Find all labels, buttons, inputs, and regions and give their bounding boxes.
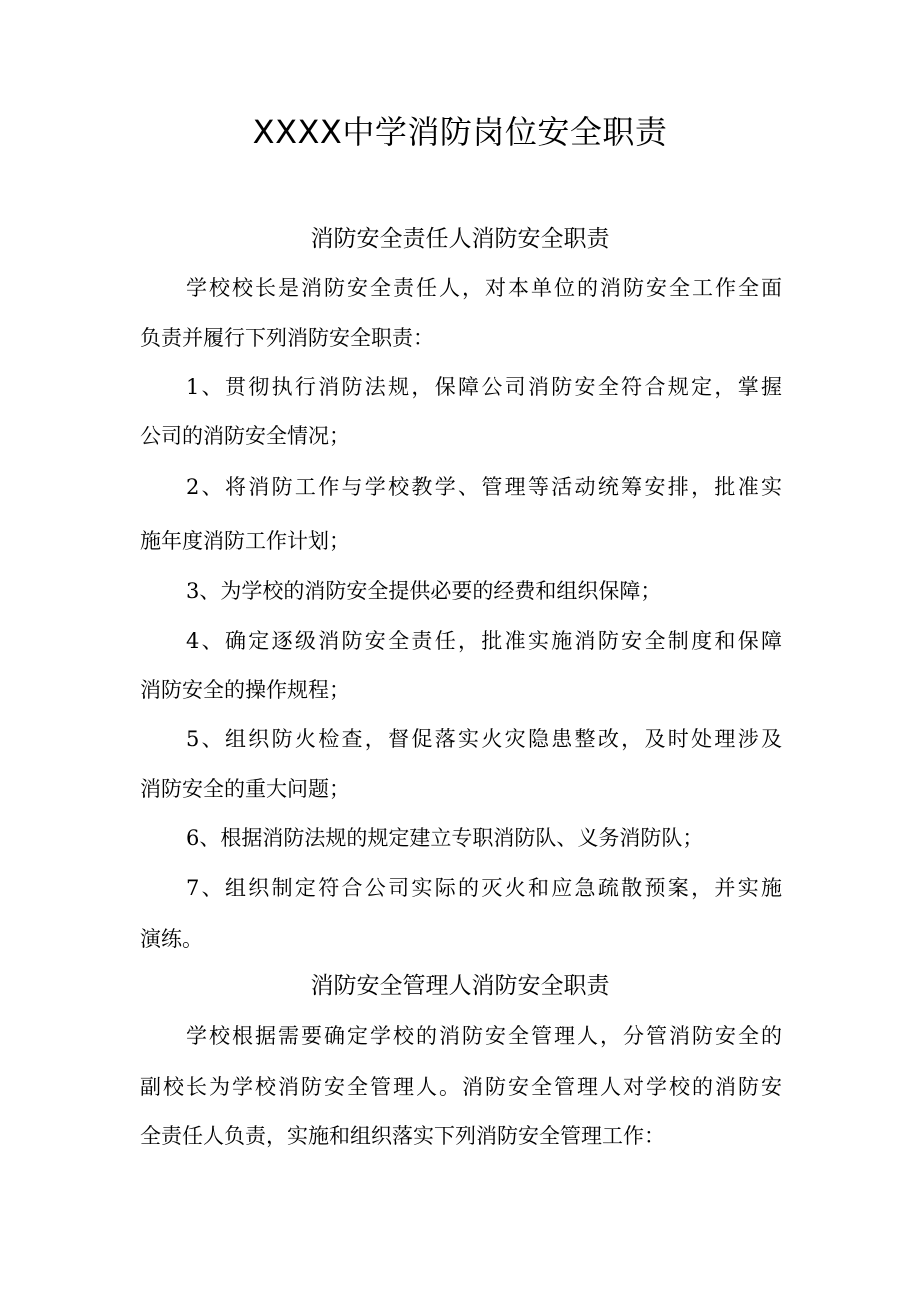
paragraph-line: 消防安全的操作规程；: [140, 678, 350, 702]
paragraph-line: 7、组织制定符合公司实际的灭火和应急疏散预案，并实施: [186, 876, 782, 900]
paragraph-line: 公司的消防安全情况；: [140, 424, 350, 448]
document-title: XXXX中学消防岗位安全职责: [252, 113, 668, 151]
section-heading-responsible-person: 消防安全责任人消防安全职责: [310, 226, 610, 252]
paragraph-line: 5、组织防火检查，督促落实火灾隐患整改，及时处理涉及: [186, 727, 782, 751]
paragraph-line: 消防安全的重大问题；: [140, 777, 350, 801]
paragraph-line: 3、为学校的消防安全提供必要的经费和组织保障；: [186, 579, 662, 603]
paragraph-line: 学校根据需要确定学校的消防安全管理人，分管消防安全的: [186, 1024, 782, 1048]
paragraph-line: 施年度消防工作计划；: [140, 529, 350, 553]
paragraph-line: 全责任人负责，实施和组织落实下列消防安全管理工作：: [140, 1124, 665, 1148]
paragraph-line: 副校长为学校消防安全管理人。消防安全管理人对学校的消防安: [140, 1075, 782, 1099]
section-heading-manager: 消防安全管理人消防安全职责: [310, 973, 610, 999]
paragraph-line: 负责并履行下列消防安全职责：: [140, 326, 434, 350]
paragraph-line: 学校校长是消防安全责任人，对本单位的消防安全工作全面: [186, 276, 782, 300]
paragraph-line: 2、将消防工作与学校教学、管理等活动统筹安排，批准实: [186, 475, 782, 499]
paragraph-line: 1、贯彻执行消防法规，保障公司消防安全符合规定，掌握: [186, 375, 782, 399]
paragraph-line: 4、确定逐级消防安全责任，批准实施消防安全制度和保障: [186, 629, 782, 653]
paragraph-line: 演练。: [140, 927, 203, 951]
paragraph-line: 6、根据消防法规的规定建立专职消防队、义务消防队；: [186, 826, 704, 850]
